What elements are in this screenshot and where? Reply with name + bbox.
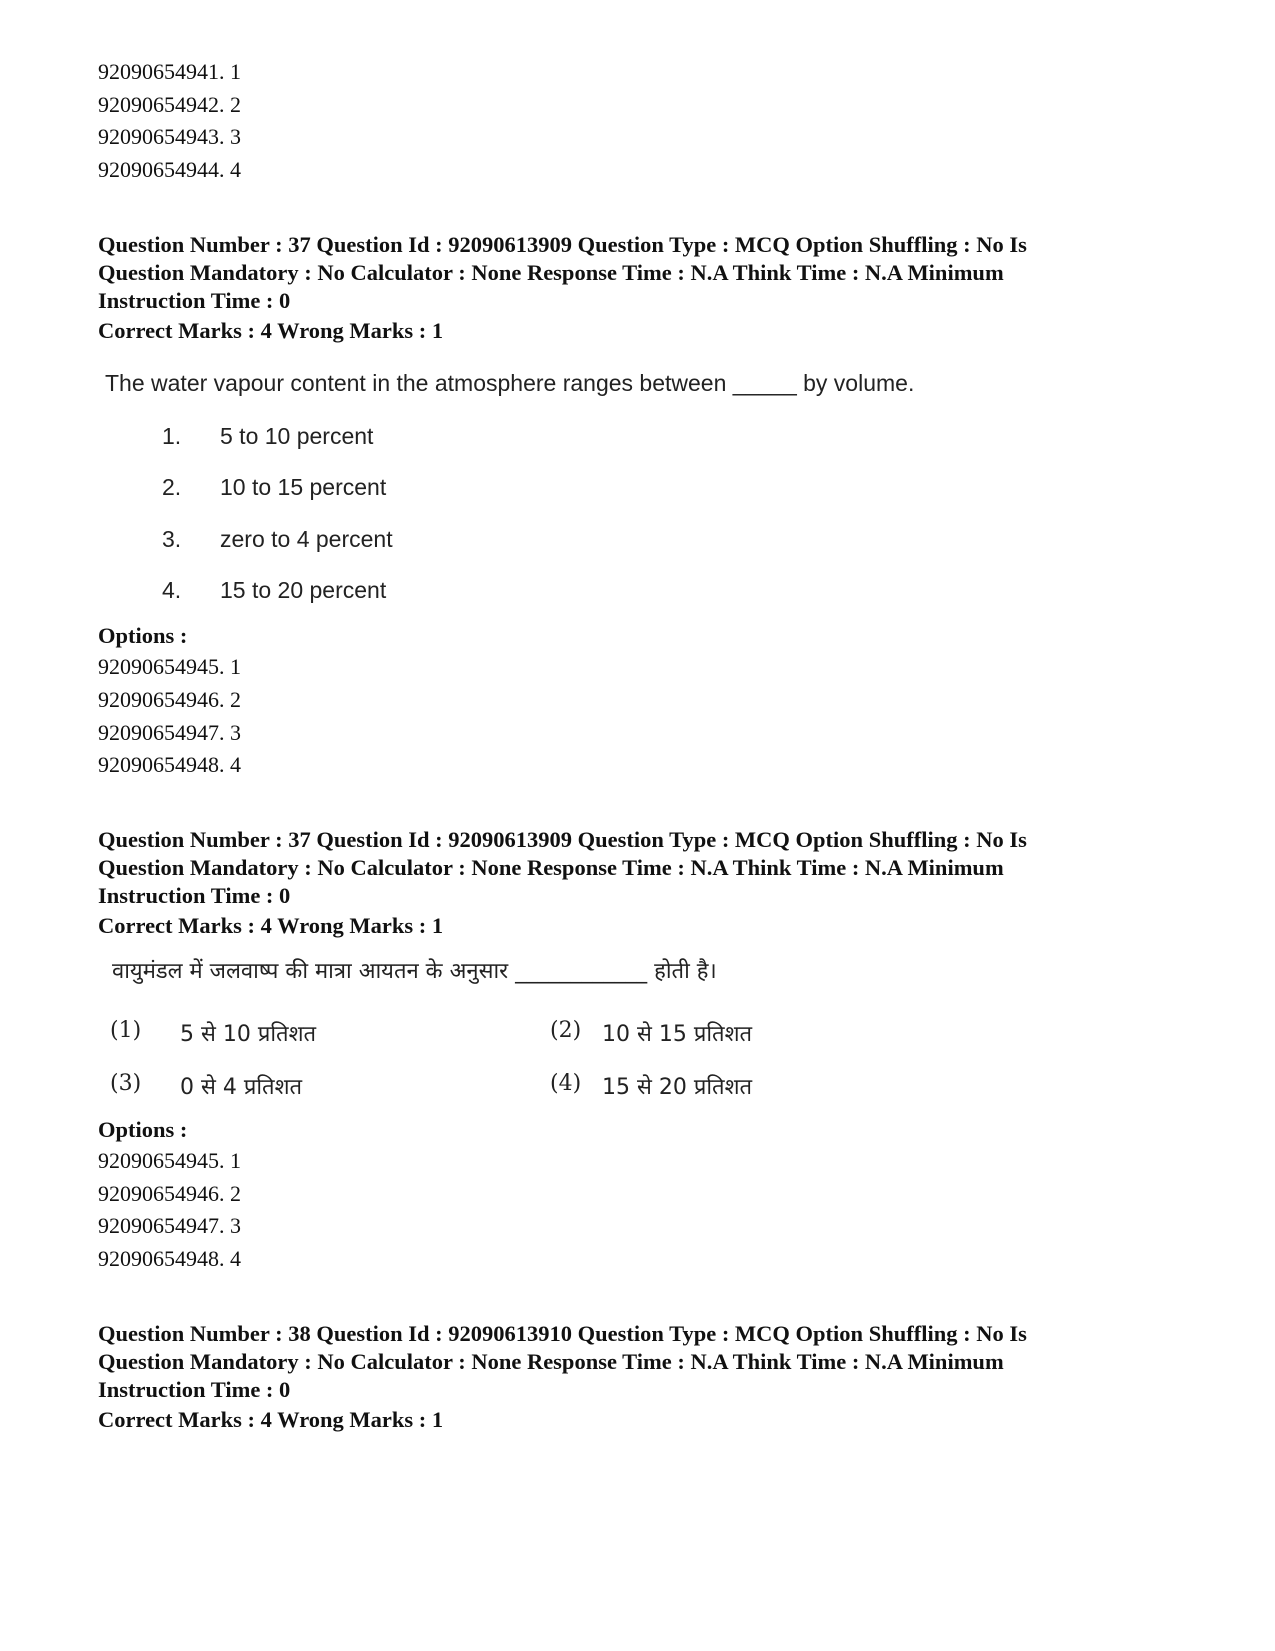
q37-hi-header — [98, 826, 1198, 910]
choice-text: 10 to 15 percent — [220, 474, 387, 500]
q37-en-option-1: 92090654945. 1 — [98, 654, 241, 679]
prev-option-3: 92090654943. 3 — [98, 124, 241, 149]
prev-option-4: 92090654944. 4 — [98, 157, 241, 182]
q37-en-option-2: 92090654946. 2 — [98, 687, 241, 712]
q37-en-choice-1 — [162, 423, 562, 453]
q37-en-choice-4 — [162, 577, 562, 607]
choice-number: 3. — [162, 526, 182, 552]
q37-en-question-text: The water vapour content in the atmosphere ranges between _____ by volume. — [105, 370, 915, 396]
header-line: Question Mandatory : No Calculator : None Response Time : N.A Think Time : N.A Minimum — [98, 855, 1004, 880]
q37-en-option-3: 92090654947. 3 — [98, 720, 241, 745]
q37-en-option-4: 92090654948. 4 — [98, 752, 241, 777]
q37-hi-option-1: 92090654945. 1 — [98, 1148, 241, 1173]
choice-number: 4. — [162, 577, 182, 603]
q37-hi-choice-1 — [110, 1018, 510, 1048]
q37-en-marks: Correct Marks : 4 Wrong Marks : 1 — [98, 318, 444, 343]
q37-hi-choice-4 — [550, 1071, 950, 1101]
q37-hi-choice-3 — [110, 1071, 510, 1101]
choice-text: 15 to 20 percent — [220, 577, 387, 603]
q37-en-choice-2 — [162, 474, 562, 504]
prev-option-2: 92090654942. 2 — [98, 92, 241, 117]
q37-hi-options-label: Options : — [98, 1117, 188, 1142]
header-line: Instruction Time : 0 — [98, 1377, 291, 1402]
header-line: Instruction Time : 0 — [98, 883, 291, 908]
q37-hi-marks: Correct Marks : 4 Wrong Marks : 1 — [98, 913, 444, 938]
prev-option-1: 92090654941. 1 — [98, 59, 241, 84]
q37-hi-choice-2 — [550, 1018, 950, 1048]
header-line: Instruction Time : 0 — [98, 288, 291, 313]
q38-header — [98, 1320, 1198, 1404]
q37-en-options-label: Options : — [98, 623, 188, 648]
choice-text: 5 to 10 percent — [220, 423, 374, 449]
q37-hi-question-text: वायुमंडल में जलवाष्प की मात्रा आयतन के अनुसार ____________ होती है। — [112, 959, 717, 984]
q37-hi-option-2: 92090654946. 2 — [98, 1181, 241, 1206]
header-line: Question Number : 37 Question Id : 92090613909 Question Type : MCQ Option Shuffling : No Is — [98, 827, 1027, 852]
choice-number: (4) — [550, 1071, 582, 1096]
header-line: Question Number : 37 Question Id : 92090613909 Question Type : MCQ Option Shuffling : No Is — [98, 232, 1027, 257]
q37-en-choice-3 — [162, 526, 562, 556]
choice-text: zero to 4 percent — [220, 526, 393, 552]
choice-number: (2) — [550, 1018, 582, 1043]
q38-marks: Correct Marks : 4 Wrong Marks : 1 — [98, 1407, 444, 1432]
choice-number: (1) — [110, 1018, 142, 1043]
q37-en-header — [98, 231, 1198, 315]
q37-hi-option-4: 92090654948. 4 — [98, 1246, 241, 1271]
choice-text: 5 से 10 प्रतिशत — [180, 1022, 317, 1047]
header-line: Question Mandatory : No Calculator : None Response Time : N.A Think Time : N.A Minimum — [98, 260, 1004, 285]
header-line: Question Number : 38 Question Id : 92090613910 Question Type : MCQ Option Shuffling : No Is — [98, 1321, 1027, 1346]
header-line: Question Mandatory : No Calculator : None Response Time : N.A Think Time : N.A Minimum — [98, 1349, 1004, 1374]
choice-number: 1. — [162, 423, 182, 449]
choice-number: 2. — [162, 474, 182, 500]
choice-number: (3) — [110, 1071, 142, 1096]
choice-text: 0 से 4 प्रतिशत — [180, 1075, 303, 1100]
choice-text: 10 से 15 प्रतिशत — [602, 1022, 753, 1047]
q37-hi-option-3: 92090654947. 3 — [98, 1213, 241, 1238]
choice-text: 15 से 20 प्रतिशत — [602, 1075, 753, 1100]
